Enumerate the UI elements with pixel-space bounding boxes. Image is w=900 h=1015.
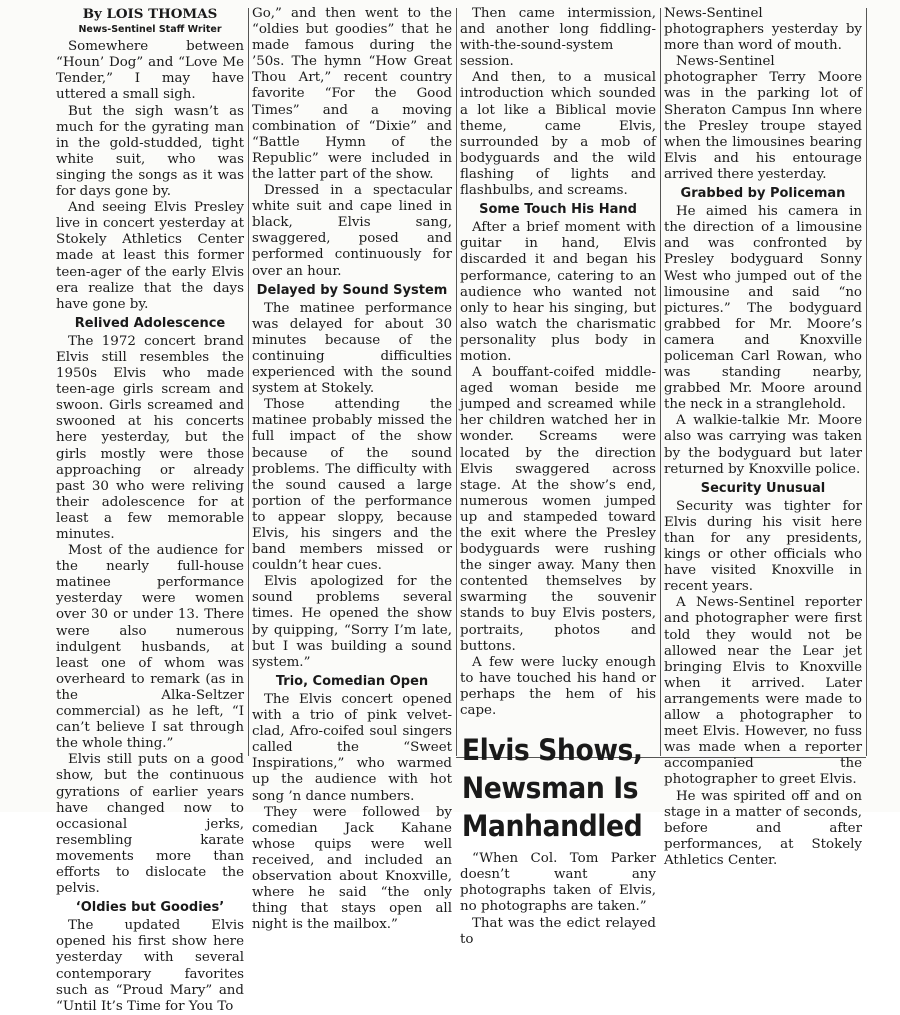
byline-sub: News-Sentinel Staff Writer (78, 24, 222, 36)
column-2 (248, 6, 456, 933)
paragraph: After a brief moment with guitar in hand, Elvis discarded it and began his performance, catering to an audience who wanted not only to hear his singing, but also watch the charismatic personality plus body in motion. (460, 220, 656, 364)
paragraph: They were followed by comedian Jack Kahane whose quips were well received, and included an observation about Knoxville, where he said “the only thing that stays open all night is the mailbox.” (252, 804, 452, 933)
paragraph: News-Sentinel photographer Terry Moore was in the parking lot of Sheraton Campus Inn where the Presley troupe stayed when the limousines bearing Elvis and his entourage arrived there yesterday. (664, 54, 862, 182)
paragraph: “When Col. Tom Parker doesn’t want any photographs taken of Elvis, no photographs are taken.” (460, 851, 656, 915)
paragraph: A few were lucky enough to have touched his hand or perhaps the hem of his cape. (460, 654, 656, 719)
paragraph: And then, to a musical introduction which sounded a lot like a Biblical movie theme, came Elvis, surrounded by a mob of bodyguards and the wild flashing of lights and flashbulbs, and screams. (460, 70, 656, 199)
column-3 (456, 6, 660, 947)
column-4 (660, 6, 866, 868)
headline-line: Manhandled (461, 809, 643, 844)
column-1 (52, 6, 248, 1014)
subhead-oldies: ‘Oldies but Goodies’ (75, 900, 225, 916)
paragraph: Elvis apologized for the sound problems several times. He opened the show by quipping, “Sorry I’m late, but I was building a sound system.” (252, 574, 452, 670)
paragraph: Go,” and then went to the “oldies but goodies” that he made famous during the ’50s. The hymn “How Great Thou Art,” recent country favorite “For the Good Times” and a moving combination of “Dixie” and “Battle Hymn of the Republic” were included in the latter part of the show. (252, 6, 452, 182)
headline-line: Elvis Shows, (461, 733, 643, 768)
paragraph: Those attending the matinee probably missed the full impact of the show because of the sound problems. The difficulty with the sound caused a large portion of the performance to appear sloppy, because Elvis, his singers and the band members missed or couldn’t hear cues. (252, 397, 452, 574)
paragraph: He aimed his camera in the direction of a limousine and was confronted by Presley bodyguard Sonny West who jumped out of the limousine and said “no pictures.” The bodyguard grabbed for Mr. Moore’s camera and Knoxville policeman Carl Rowan, who was standing nearby, grabbed Mr. Moore around the neck in a stranglehold. (664, 204, 862, 413)
subhead-trio: Trio, Comedian Open (275, 673, 429, 689)
paragraph: Elvis still puts on a good show, but the continuous gyrations of earlier years have changed now to occasional jerks, resembling karate movements more than efforts to dislocate the pelvis. (56, 752, 244, 897)
paragraph: A bouffant-coifed middle-aged woman beside me jumped and screamed while her children watched her in wonder. Screams were located by the direction Elvis swaggered across stage. At the show’s end, numerous women jumped up and stampeded toward the exit where the Presley bodyguards were rushing the singer away. Many then contented themselves by swarming the souvenir stands to buy Elvis posters, portraits, photos and buttons. (460, 365, 656, 654)
subhead-grabbed: Grabbed by Policeman (680, 186, 846, 202)
headline (460, 731, 643, 845)
subhead-delayed: Delayed by Sound System (256, 282, 448, 298)
paragraph: The 1972 concert brand Elvis still resembles the 1950s Elvis who made teen-age girls scream and swoon. Girls screamed and swooned at his concerts here yesterday, but the girls mostly were those approaching or already past 30 who were reliving their adolescence for at least a few memorable minutes. (56, 333, 244, 542)
paragraph: Somewhere between “Houn’ Dog” and “Love Me Tender,” I may have uttered a small sigh. (56, 39, 244, 103)
subhead-relived: Relived Adolescence (74, 315, 226, 331)
byline: By LOIS THOMAS (82, 6, 218, 22)
paragraph: Then came intermission, and another long fiddling-with-the-sound-system session. (460, 6, 656, 70)
paragraph: And seeing Elvis Presley live in concert yesterday at Stokely Athletics Center made at least this former teen-ager of the early Elvis era realize that the days have gone by. (56, 200, 244, 312)
paragraph: The updated Elvis opened his first show here yesterday with several contemporary favorites such as “Proud Mary” and “Until It’s Time for You To (56, 918, 244, 1014)
paragraph: A News-Sentinel reporter and photographer were first told they would not be allowed near the Lear jet bringing Elvis to Knoxville when it arrived. Later arrangements were made to allow a photographer to meet Elvis. However, no fuss was made when a reporter accompanied the photographer to greet Elvis. (664, 595, 862, 788)
subhead-touch: Some Touch His Hand (479, 202, 637, 218)
paragraph: The matinee performance was delayed for about 30 minutes because of the continuing difficulties experienced with the sound system at Stokely. (252, 300, 452, 397)
paragraph: News-Sentinel photographers yesterday by more than word of mouth. (664, 6, 862, 54)
paragraph: Dressed in a spectacular white suit and cape lined in black, Elvis sang, swaggered, posed and performed continuously for over an hour. (252, 183, 452, 279)
paragraph: He was spirited off and on stage in a matter of seconds, before and after performances, at Stokely Athletics Center. (664, 788, 862, 868)
paragraph: That was the edict relayed to (460, 915, 656, 947)
paragraph: Security was tighter for Elvis during his visit here than for any presidents, kings or other officials who have visited Knoxville in recent years. (664, 498, 862, 595)
paragraph: Most of the audience for the nearly full-house matinee performance yesterday were women over 30 or under 13. There were also numerous indulgent husbands, at least one of whom was overheard to remark (as in the Alka-Seltzer commercial) as he left, “I can’t believe I sat through the whole thing.” (56, 543, 244, 752)
subhead-security: Security Unusual (700, 480, 826, 496)
paragraph: The Elvis concert opened with a trio of pink velvet-clad, Afro-coifed soul singers called the “Sweet Inspirations,” who warmed up the audience with hot song ’n dance numbers. (252, 691, 452, 804)
headline-line: Newsman Is (461, 771, 639, 806)
paragraph: A walkie-talkie Mr. Moore also was carrying was taken by the bodyguard but later returned by Knoxville police. (664, 413, 862, 477)
column-rule (866, 8, 867, 756)
paragraph: But the sigh wasn’t as much for the gyrating man in the gold-studded, tight white suit, who was singing the songs as it was for days gone by. (56, 103, 244, 200)
